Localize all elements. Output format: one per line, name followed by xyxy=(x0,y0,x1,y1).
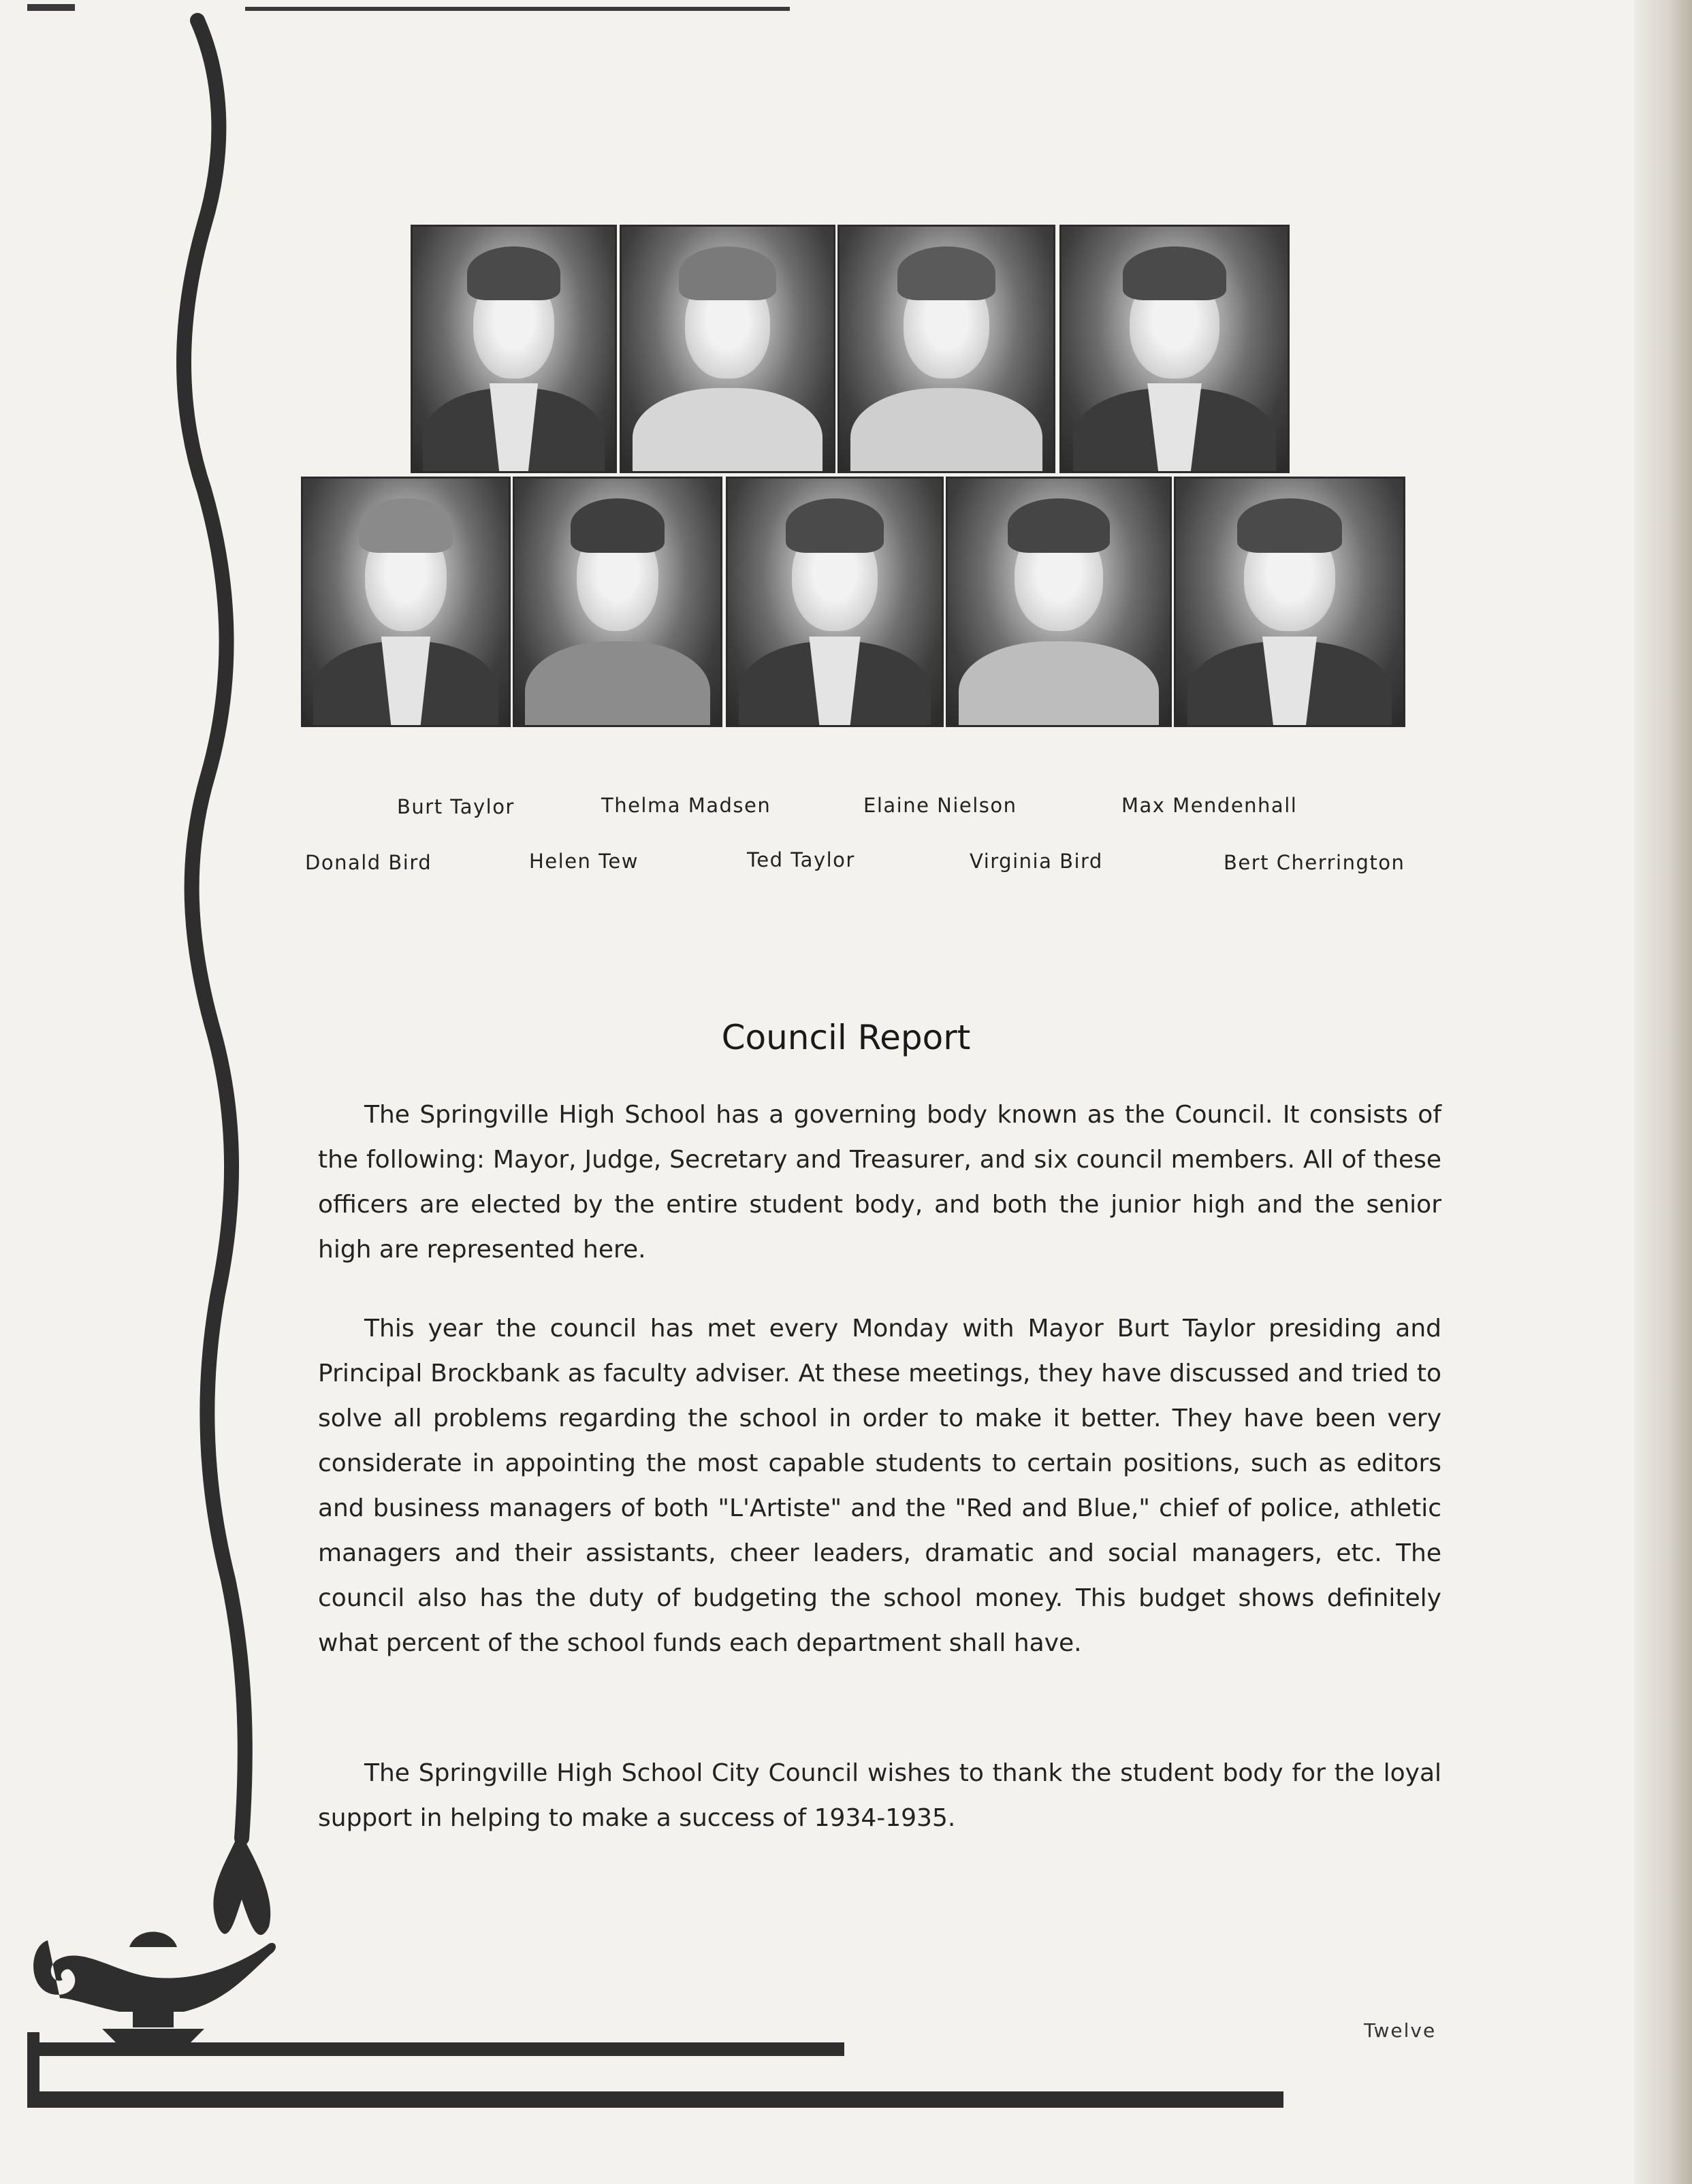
caption-elaine-nielson: Elaine Nielson xyxy=(863,794,1017,817)
caption-virginia-bird: Virginia Bird xyxy=(970,850,1103,873)
portrait-thelma-madsen xyxy=(620,225,835,473)
bottom-rule-lower xyxy=(27,2091,1283,2108)
council-report-title: Council Report xyxy=(721,1018,971,1057)
report-paragraph-1: The Springville High School has a governing body known as the Council. It consists of the following: Mayor, Judge, Secretary and Treasurer, and six council members. All of these officers are elected by the entire student body, and both the junior high and the senior high are represented here. xyxy=(318,1101,1441,1264)
bottom-rule-stub xyxy=(27,2032,39,2107)
caption-helen-tew: Helen Tew xyxy=(529,850,639,873)
wavy-stem xyxy=(184,20,245,1838)
caption-donald-bird: Donald Bird xyxy=(305,851,432,874)
portrait-ted-taylor xyxy=(726,477,944,727)
caption-bert-cherrington: Bert Cherrington xyxy=(1224,851,1405,874)
bottom-rule-upper xyxy=(27,2042,844,2056)
portrait-virginia-bird xyxy=(946,477,1172,727)
report-paragraph-3: The Springville High School City Council wishes to thank the student body for the loyal support in helping to make a success of 1934-1935. xyxy=(318,1759,1441,1832)
lamp-flame xyxy=(213,1831,270,1935)
portrait-donald-bird xyxy=(301,477,511,727)
portrait-bert-cherrington xyxy=(1174,477,1405,727)
portrait-max-mendenhall xyxy=(1059,225,1290,473)
lamp-neck xyxy=(133,2008,174,2027)
caption-burt-taylor: Burt Taylor xyxy=(397,795,515,818)
lamp-base xyxy=(102,2029,204,2042)
page-number: Twelve xyxy=(1364,2019,1437,2042)
lamp-body xyxy=(33,1940,276,2012)
caption-ted-taylor: Ted Taylor xyxy=(747,848,855,871)
portrait-burt-taylor xyxy=(411,225,617,473)
caption-thelma-madsen: Thelma Madsen xyxy=(601,794,771,817)
caption-max-mendenhall: Max Mendenhall xyxy=(1121,794,1298,817)
portrait-elaine-nielson xyxy=(837,225,1055,473)
lamp-lid xyxy=(129,1932,177,1948)
portrait-helen-tew xyxy=(513,477,722,727)
report-paragraph-2: This year the council has met every Monday with Mayor Burt Taylor presiding and Principal Brockbank as faculty adviser. At these meetings, they have discussed and tried to solve all problems regarding the school in order to make it better. They have been very considerate in appointing the most capable students to certain positions, such as editors and business managers of both "L'Artiste" and the "Red and Blue," chief of police, athletic managers and their assistants, cheer leaders, dramatic and social managers, etc. The council also has the duty of budgeting the school money. This budget shows definitely what percent of the school funds each department shall have. xyxy=(318,1315,1441,1657)
